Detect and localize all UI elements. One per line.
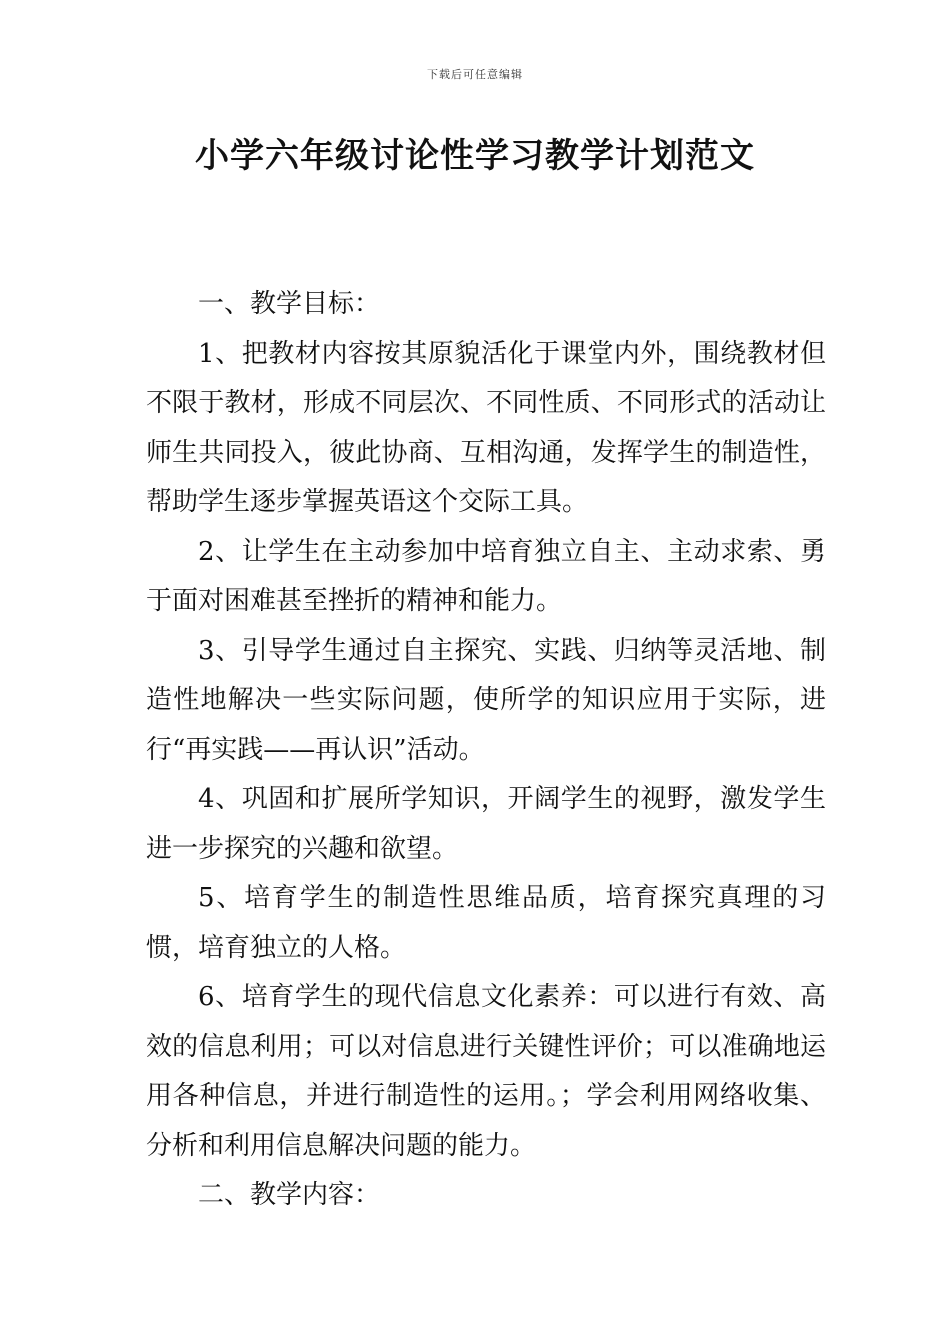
objective-paragraph-5: 5、培育学生的制造性思维品质，培育探究真理的习惯，培育独立的人格。 [146, 883, 826, 963]
objective-paragraph-2: 2、让学生在主动参加中培育独立自主、主动求索、勇于面对困难甚至挫折的精神和能力。 [146, 536, 826, 616]
objective-paragraph-6: 6、培育学生的现代信息文化素养：可以进行有效、高效的信息利用；可以对信息进行关键性评价；可以准确地运用各种信息，并进行制造性的运用。；学会利用网络收集、分析和利用信息解决问题的能力。 [146, 982, 826, 1161]
objective-paragraph-1: 1、把教材内容按其原貌活化于课堂内外，围绕教材但不限于教材，形成不同层次、不同性质、不同形式的活动让师生共同投入，彼此协商、互相沟通，发挥学生的制造性，帮助学生逐步掌握英语这个交际工具。 [146, 338, 826, 517]
section-heading-content: 二、教学内容： [198, 1180, 381, 1210]
document-title: 小学六年级讨论性学习教学计划范文 [195, 136, 755, 176]
header-note: 下载后可任意编辑 [427, 68, 523, 81]
objective-paragraph-3: 3、引导学生通过自主探究、实践、归纳等灵活地、制造性地解决一些实际问题，使所学的知识应用于实际，进行“再实践——再认识”活动。 [146, 635, 826, 765]
document-body [146, 280, 826, 1221]
section-heading-objectives: 一、教学目标： [198, 289, 381, 319]
objective-paragraph-4: 4、巩固和扩展所学知识，开阔学生的视野，激发学生进一步探究的兴趣和欲望。 [146, 784, 826, 864]
